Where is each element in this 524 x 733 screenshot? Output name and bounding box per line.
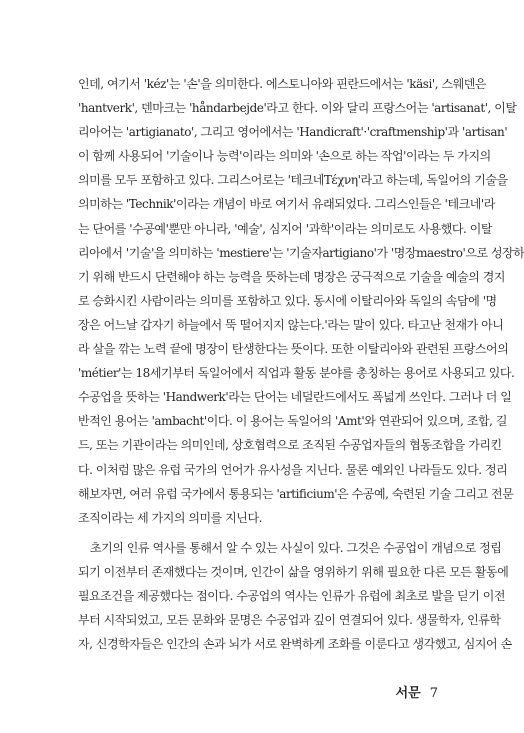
text-line: 로 승화시킨 사람이라는 의미를 포함하고 있다. 동시에 이탈리아와 독일의 속담에 '명 xyxy=(78,293,497,308)
body-text xyxy=(78,72,524,656)
text-line: 인데, 여기서 'kéz'는 '손'을 의미한다. 에스토니아와 핀란드에서는 'käsi', 스웨덴은 xyxy=(78,77,487,91)
text-line: 이 함께 사용되어 '기술이나 능력'이라는 의미와 '손으로 하는 작업'이라는 두 가지의 xyxy=(78,149,491,164)
text-line: 의미를 모두 포함하고 있다. 그리스어로는 '테크네Τέχνη'라고 하는데, 독일어의 기술을 xyxy=(78,173,508,188)
text-line: 자, 신경학자들은 인간의 손과 뇌가 서로 완벽하게 조화를 이룬다고 생각했고, 심지어 손 xyxy=(78,637,512,652)
text-line: 다. 이처럼 많은 유럽 국가의 언어가 유사성을 지닌다. 물론 예외인 나라들도 있다. 정리 xyxy=(78,462,508,477)
text-line: 장은 어느날 갑자기 하늘에서 뚝 떨어지지 않는다.'라는 말이 있다. 타고난 천재가 아니 xyxy=(78,317,504,332)
text-line: 'métier'는 18세기부터 독일어에서 직업과 활동 분야를 총칭하는 용어로 사용되고 있다. xyxy=(78,366,515,381)
text-line: 드, 또는 기관이라는 의미인데, 상호협력으로 조직된 수공업자들의 협동조합을 가리킨 xyxy=(78,438,502,453)
text-line: 부터 시작되었고, 모든 문화와 문명은 수공업과 깊이 연결되어 있다. 생물학자, 인류학 xyxy=(78,613,501,628)
text-line: 의미하는 'Technik'이라는 개념이 바로 여기서 유래되었다. 그리스인들은 '테크네'라 xyxy=(78,197,495,212)
text-line: 'hantverk', 덴마크는 'håndarbejde'라고 한다. 이와 달리 프랑스어는 'artisanat', 이탈 xyxy=(78,101,517,116)
text-line: 되기 이전부터 존재했다는 것이며, 인간이 삶을 영위하기 위해 필요한 다른 모든 활동에 xyxy=(78,564,509,579)
text-line: 리아어는 'artigianato', 그리고 영어에서는 'Handicraft'·'craftmenship'과 'artisan' xyxy=(78,125,508,140)
section-title: 서문 xyxy=(395,686,421,701)
text-line: 기 위해 반드시 단련해야 하는 능력을 뜻하는데 명장은 궁극적으로 기술을 예술의 경지 xyxy=(78,269,505,284)
text-line: 필요조건을 제공했다는 점이다. 수공업의 역사는 인류가 유럽에 최초로 발을 딛기 이전 xyxy=(78,588,505,603)
text-line: 리아에서 '기술'을 의미하는 'mestiere'는 '기술자artigiano'가 '명장maestro'으로 성장하 xyxy=(78,245,524,260)
text-line: 는 단어를 '수공예'뿐만 아니라, '예술', 심지어 '과학'이라는 의미로도 사용했다. 이탈 xyxy=(78,221,493,236)
text-line: 해보자면, 여러 유럽 국가에서 통용되는 'artificium'은 수공예, 숙련된 기술 그리고 전문 xyxy=(78,486,514,501)
paragraph-first-line: 초기의 인류 역사를 통해서 알 수 있는 사실이 있다. 그것은 수공업이 개념으로 정립 xyxy=(90,540,502,555)
text-line: 반적인 용어는 'ambacht'이다. 이 용어는 독일어의 'Amt'와 연관되어 있으며, 조합, 길 xyxy=(78,414,507,429)
text-line: 수공업을 뜻하는 'Handwerk'라는 단어는 네덜란드에서도 폭넓게 쓰인다. 그러나 더 일 xyxy=(78,390,512,405)
page-number: 7 xyxy=(429,686,438,701)
text-line: 라 살을 깎는 노력 끝에 명장이 탄생한다는 뜻이다. 또한 이탈리아와 관련된 프랑스어의 xyxy=(78,342,509,357)
text-line: 조직이라는 세 가지의 의미를 지닌다. xyxy=(78,510,262,525)
page-footer xyxy=(396,682,438,701)
